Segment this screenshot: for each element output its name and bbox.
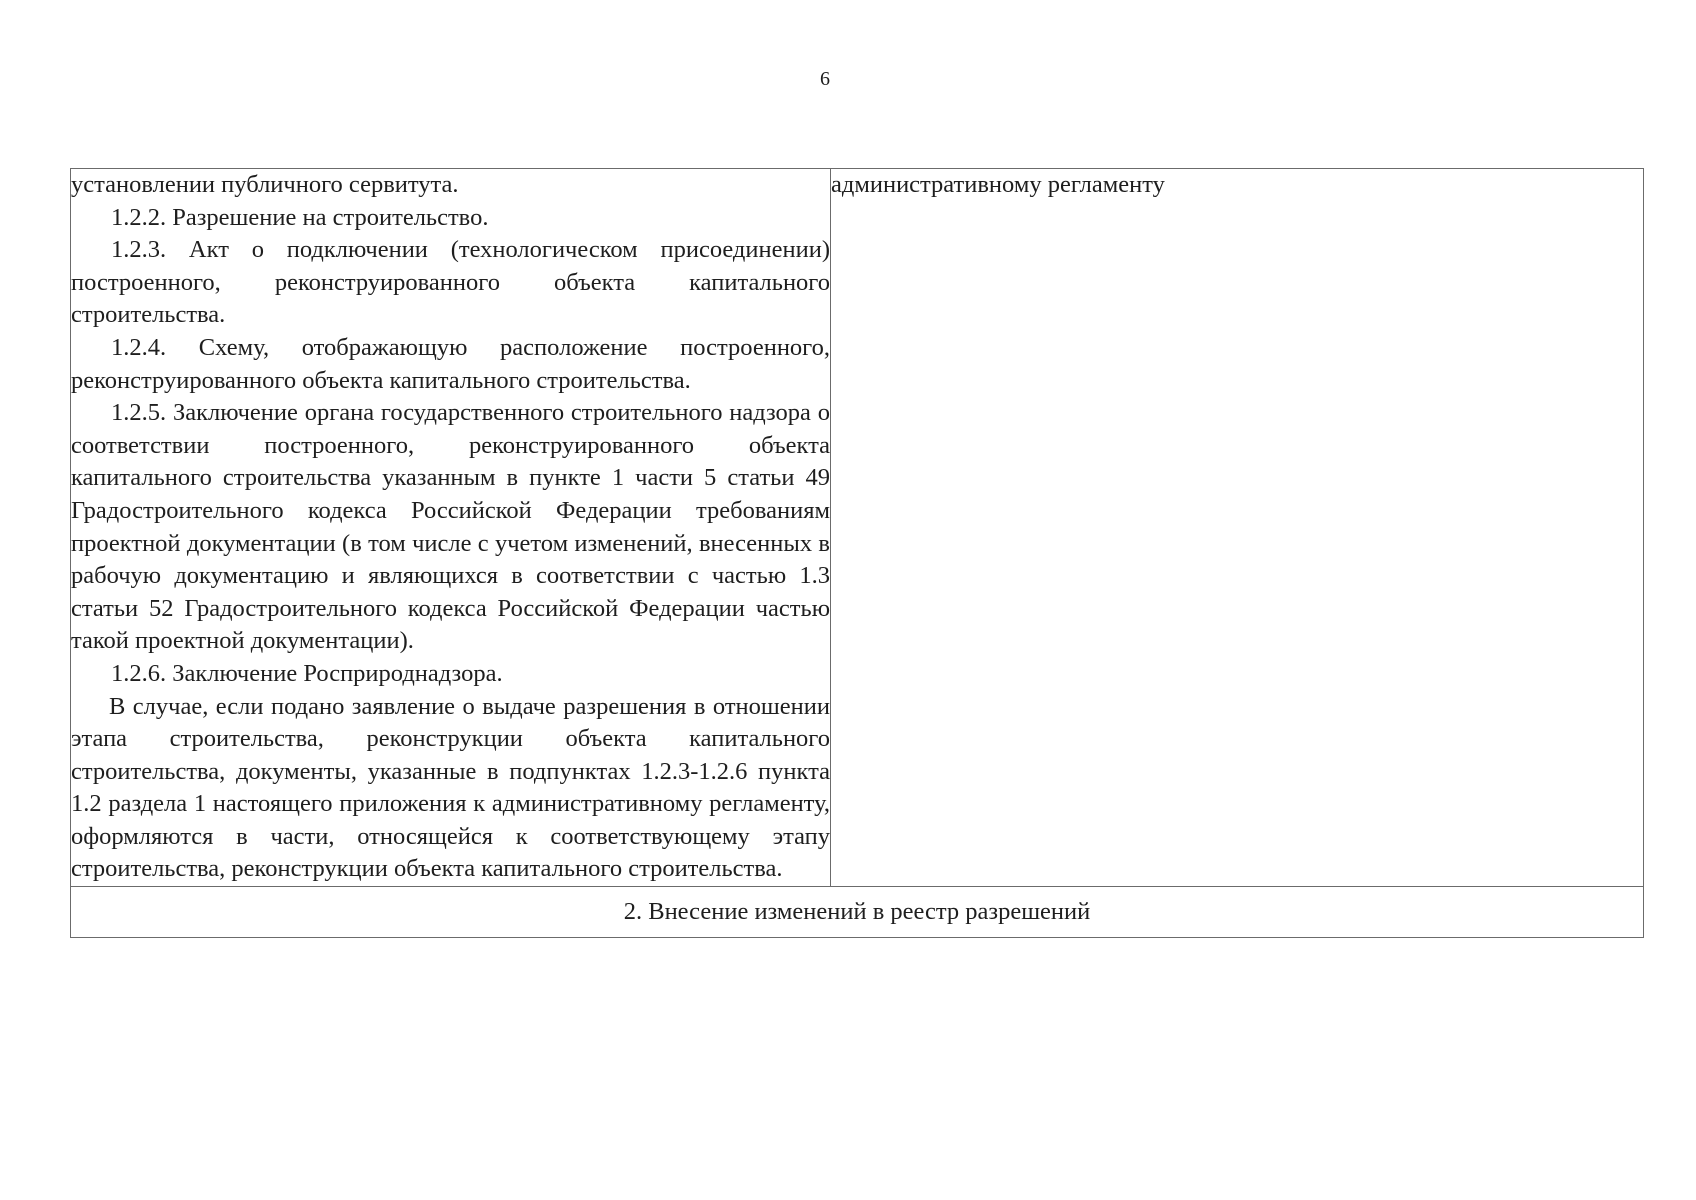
table-row bbox=[71, 169, 1644, 887]
left-cell bbox=[71, 169, 831, 887]
paragraph-1-2-4: 1.2.4. Схему, отображающую расположение построенного, реконструированного объекта капитального строительства. bbox=[71, 333, 830, 394]
paragraph-continuation: установлении публичного сервитута. bbox=[71, 171, 459, 198]
paragraph-1-2-5: 1.2.5. Заключение органа государственного строительного надзора о соответствии построенного, реконструированного объекта капитального строительства указанным в пункте 1 части 5 статьи 49 Градостроительного кодекса Российской Федерации требованиям проектной документации (в том числе с учетом изменений, внесенных в рабочую документацию и являющихся в соответствии с частью 1.3 статьи 52 Градостроительного кодекса Российской Федерации частью такой проектной документации). bbox=[71, 399, 830, 655]
paragraph-stage-note: В случае, если подано заявление о выдаче разрешения в отношении этапа строительства, реконструкции объекта капитального строительства, документы, указанные в подпунктах 1.2.3-1.2.6 пункта 1.2 раздела 1 настоящего приложения к административному регламенту, оформляются в части, относящейся к соответствующему этапу строительства, реконструкции объекта капитального строительства. bbox=[71, 692, 830, 883]
section-heading: 2. Внесение изменений в реестр разрешений bbox=[71, 887, 1644, 938]
page-number: 6 bbox=[820, 68, 830, 90]
document-table bbox=[70, 168, 1644, 938]
paragraph-1-2-6: 1.2.6. Заключение Росприроднадзора. bbox=[111, 659, 503, 687]
right-cell-text: административному регламенту bbox=[831, 171, 1165, 198]
paragraph-1-2-2: 1.2.2. Разрешение на строительство. bbox=[111, 203, 489, 231]
right-cell bbox=[831, 169, 1644, 887]
section-row bbox=[71, 887, 1644, 938]
paragraph-1-2-3: 1.2.3. Акт о подключении (технологическом присоединении) построенного, реконструированного объекта капитального строительства. bbox=[71, 236, 830, 329]
